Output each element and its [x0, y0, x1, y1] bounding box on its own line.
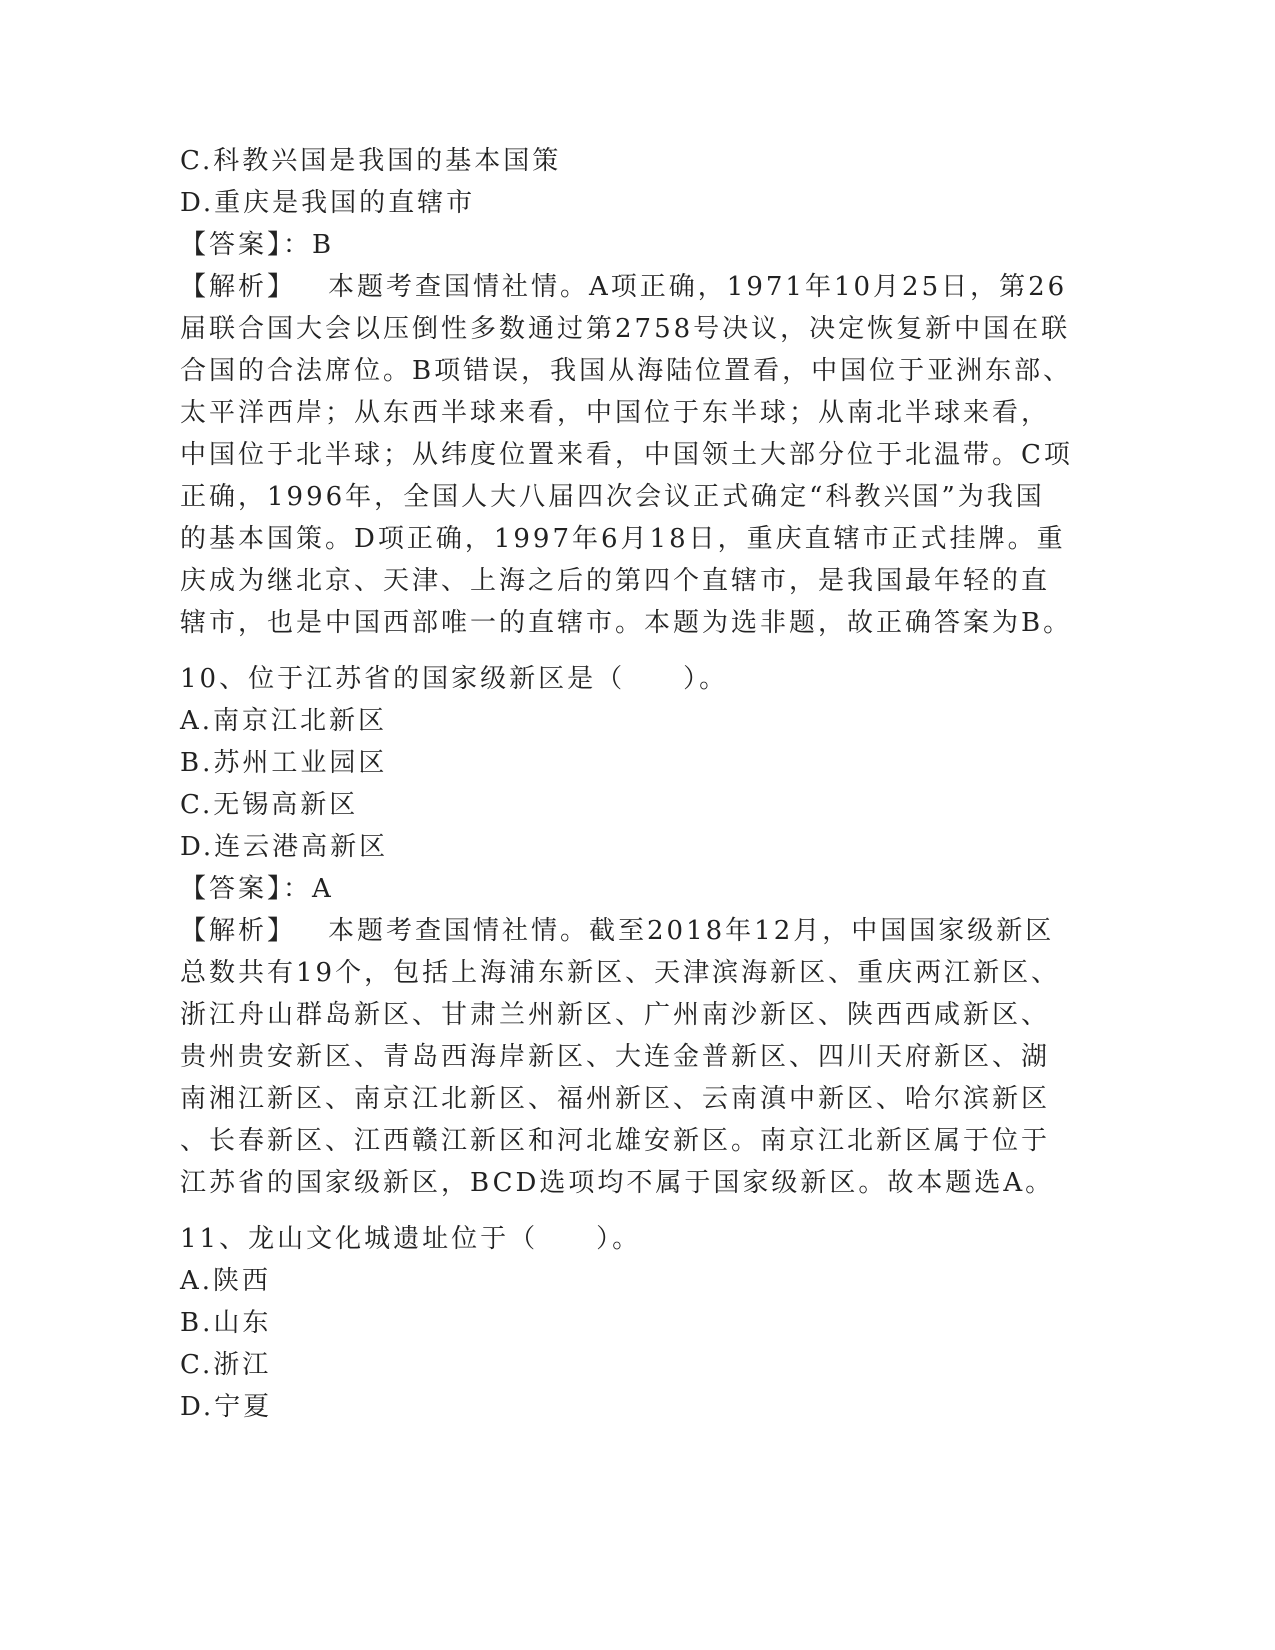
answer-line: 【答案】：B	[180, 230, 335, 260]
analysis-line: 、长春新区、江西赣江新区和河北雄安新区。南京江北新区属于位于	[180, 1126, 1051, 1156]
question-9-tail	[180, 140, 1073, 644]
spacer	[180, 644, 1040, 658]
option-b: B.山东	[180, 1308, 272, 1338]
option-c: C.无锡高新区	[180, 790, 359, 820]
exam-page	[180, 140, 1073, 1428]
analysis-line: 辖市，也是中国西部唯一的直辖市。本题为选非题，故正确答案为B。	[180, 608, 1073, 638]
analysis-line: 届联合国大会以压倒性多数通过第2758号决议，决定恢复新中国在联	[180, 314, 1071, 344]
analysis-label: 【解析】	[180, 272, 297, 302]
spacer	[180, 1204, 1040, 1218]
analysis-line: 南湘江新区、南京江北新区、福州新区、云南滇中新区、哈尔滨新区	[180, 1084, 1051, 1114]
analysis-line: 正确，1996年，全国人大八届四次会议正式确定“科教兴国”为我国	[180, 482, 1045, 512]
option-c: C.浙江	[180, 1350, 272, 1380]
analysis-block	[180, 266, 1073, 644]
analysis-line: 江苏省的国家级新区，BCD选项均不属于国家级新区。故本题选A。	[180, 1168, 1055, 1198]
analysis-line: 中国位于北半球；从纬度位置来看，中国领土大部分位于北温带。C项	[180, 440, 1073, 470]
analysis-line: 【解析】 本题考查国情社情。截至2018年12月，中国国家级新区	[180, 916, 1055, 946]
analysis-label: 【解析】	[180, 916, 297, 946]
analysis-line: 浙江舟山群岛新区、甘肃兰州新区、广州南沙新区、陕西西咸新区、	[180, 1000, 1051, 1030]
analysis-line: 贵州贵安新区、青岛西海岸新区、大连金普新区、四川天府新区、湖	[180, 1042, 1051, 1072]
question-11	[180, 1218, 1040, 1428]
answer-line: 【答案】：A	[180, 874, 334, 904]
question-stem: 11、龙山文化城遗址位于（ ）。	[180, 1224, 642, 1254]
option-c: C.科教兴国是我国的基本国策	[180, 146, 562, 176]
question-stem: 10、位于江苏省的国家级新区是（ ）。	[180, 664, 729, 694]
question-10	[180, 658, 1061, 1204]
analysis-line: 太平洋西岸；从东西半球来看，中国位于东半球；从南北半球来看，	[180, 398, 1051, 428]
option-d: D.宁夏	[180, 1392, 273, 1422]
analysis-line: 【解析】 本题考查国情社情。A项正确，1971年10月25日，第26	[180, 272, 1068, 302]
analysis-line: 总数共有19个，包括上海浦东新区、天津滨海新区、重庆两江新区、	[180, 958, 1061, 988]
analysis-line: 的基本国策。D项正确，1997年6月18日，重庆直辖市正式挂牌。重	[180, 524, 1066, 554]
option-d: D.重庆是我国的直辖市	[180, 188, 476, 218]
option-d: D.连云港高新区	[180, 832, 389, 862]
option-a: A.南京江北新区	[180, 706, 388, 736]
analysis-block	[180, 910, 1061, 1204]
option-b: B.苏州工业园区	[180, 748, 388, 778]
option-a: A.陕西	[180, 1266, 272, 1296]
analysis-line: 合国的合法席位。B项错误，我国从海陆位置看，中国位于亚洲东部、	[180, 356, 1073, 386]
analysis-line: 庆成为继北京、天津、上海之后的第四个直辖市，是我国最年轻的直	[180, 566, 1051, 596]
